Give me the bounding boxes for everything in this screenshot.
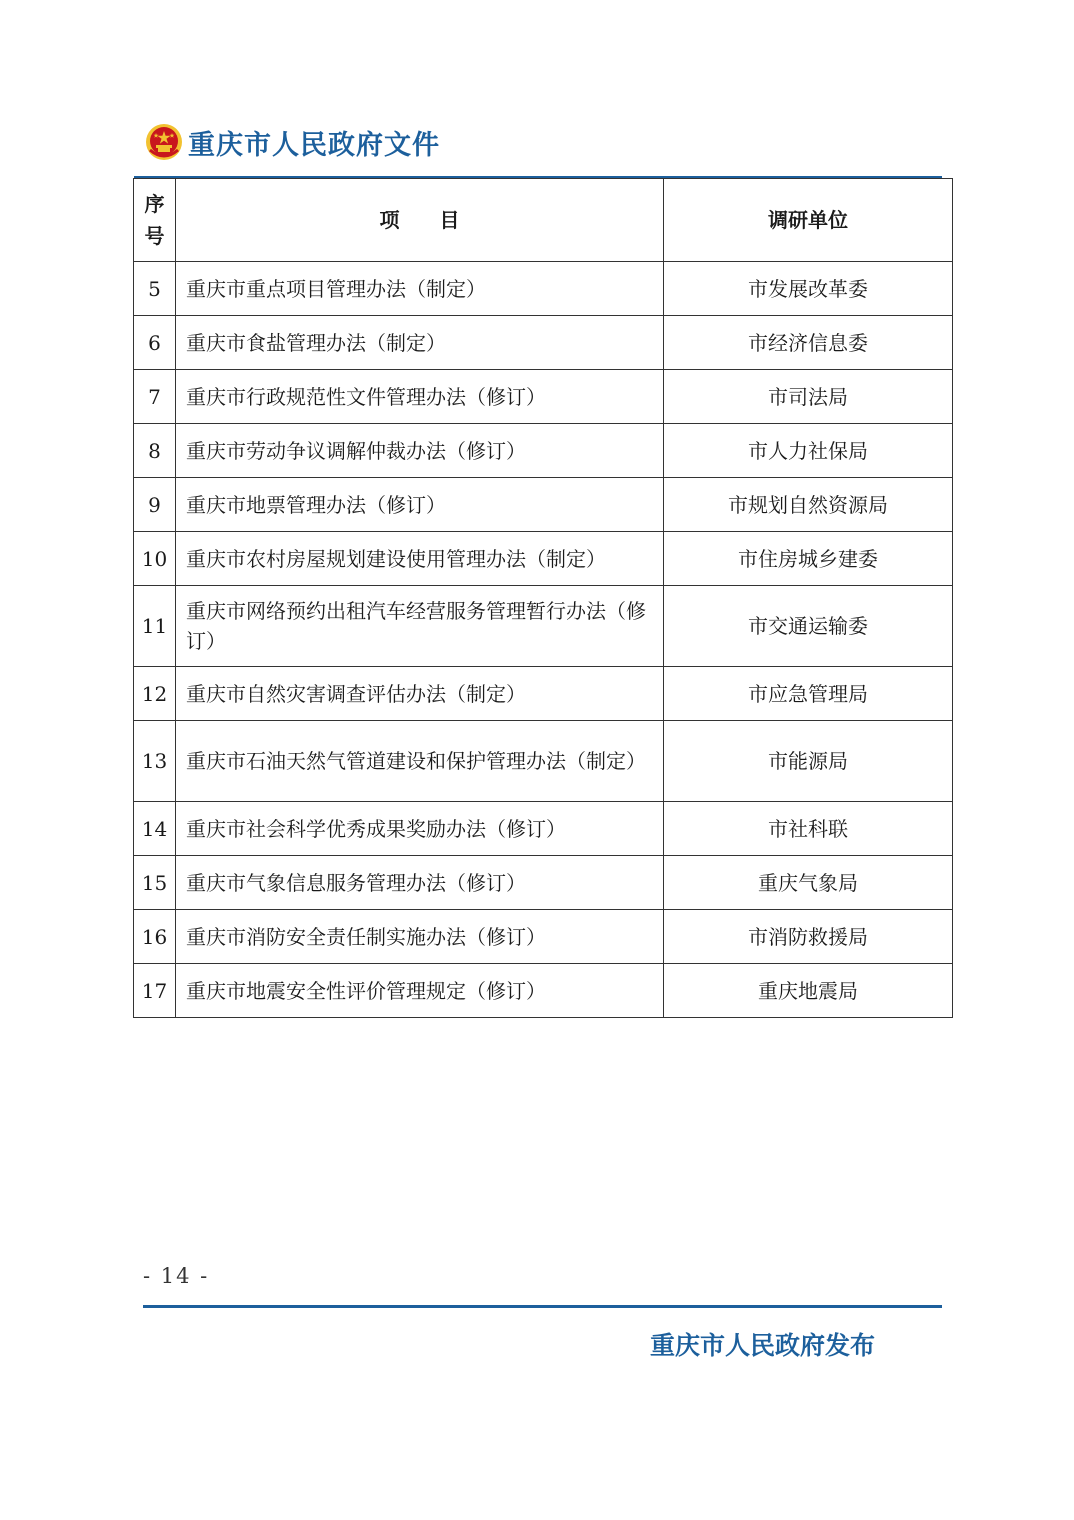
row-item: 重庆市社会科学优秀成果奖励办法（修订） (176, 802, 664, 856)
table-row (134, 586, 953, 667)
row-item: 重庆市自然灾害调查评估办法（制定） (176, 667, 664, 721)
table-row (134, 856, 953, 910)
row-no: 7 (134, 370, 176, 424)
document-header (144, 118, 440, 166)
row-item: 重庆市石油天然气管道建设和保护管理办法（制定） (176, 721, 664, 802)
row-no: 15 (134, 856, 176, 910)
footer-divider (143, 1305, 942, 1308)
table-row (134, 262, 953, 316)
row-item: 重庆市劳动争议调解仲裁办法（修订） (176, 424, 664, 478)
row-unit: 市应急管理局 (664, 667, 953, 721)
table-row (134, 721, 953, 802)
row-unit: 市发展改革委 (664, 262, 953, 316)
row-unit: 市社科联 (664, 802, 953, 856)
row-no: 12 (134, 667, 176, 721)
table-row (134, 667, 953, 721)
table-row (134, 316, 953, 370)
row-unit: 市经济信息委 (664, 316, 953, 370)
header-no (134, 179, 176, 262)
row-unit: 市能源局 (664, 721, 953, 802)
row-no: 6 (134, 316, 176, 370)
row-item: 重庆市农村房屋规划建设使用管理办法（制定） (176, 532, 664, 586)
header-no-line2: 号 (144, 224, 165, 248)
row-no: 13 (134, 721, 176, 802)
row-unit: 市司法局 (664, 370, 953, 424)
header-item: 项目 (176, 179, 664, 262)
row-item: 重庆市行政规范性文件管理办法（修订） (176, 370, 664, 424)
table-row (134, 424, 953, 478)
row-item: 重庆市重点项目管理办法（制定） (176, 262, 664, 316)
row-item: 重庆市消防安全责任制实施办法（修订） (176, 910, 664, 964)
row-no: 5 (134, 262, 176, 316)
row-no: 11 (134, 586, 176, 667)
row-item: 重庆市地震安全性评价管理规定（修订） (176, 964, 664, 1018)
row-item: 重庆市地票管理办法（修订） (176, 478, 664, 532)
row-no: 17 (134, 964, 176, 1018)
row-no: 9 (134, 478, 176, 532)
row-no: 10 (134, 532, 176, 586)
header-title: 重庆市人民政府文件 (188, 129, 440, 161)
row-unit: 市住房城乡建委 (664, 532, 953, 586)
row-unit: 市消防救援局 (664, 910, 953, 964)
footer-publisher: 重庆市人民政府发布 (650, 1331, 876, 1360)
row-item: 重庆市气象信息服务管理办法（修订） (176, 856, 664, 910)
research-projects-table (133, 178, 953, 1018)
row-unit: 重庆地震局 (664, 964, 953, 1018)
row-item: 重庆市食盐管理办法（制定） (176, 316, 664, 370)
row-unit: 市交通运输委 (664, 586, 953, 667)
page-number: - 14 - (143, 1264, 210, 1288)
table-row (134, 802, 953, 856)
table-row (134, 910, 953, 964)
row-unit: 重庆气象局 (664, 856, 953, 910)
header-unit: 调研单位 (664, 179, 953, 262)
table-row (134, 532, 953, 586)
row-unit: 市规划自然资源局 (664, 478, 953, 532)
row-unit: 市人力社保局 (664, 424, 953, 478)
national-emblem-icon (144, 122, 184, 162)
row-item: 重庆市网络预约出租汽车经营服务管理暂行办法（修订） (176, 586, 664, 667)
table-header-row (134, 179, 953, 262)
table-row (134, 370, 953, 424)
row-no: 8 (134, 424, 176, 478)
table-row (134, 964, 953, 1018)
row-no: 16 (134, 910, 176, 964)
row-no: 14 (134, 802, 176, 856)
header-no-line1: 序 (144, 192, 165, 216)
table-row (134, 478, 953, 532)
